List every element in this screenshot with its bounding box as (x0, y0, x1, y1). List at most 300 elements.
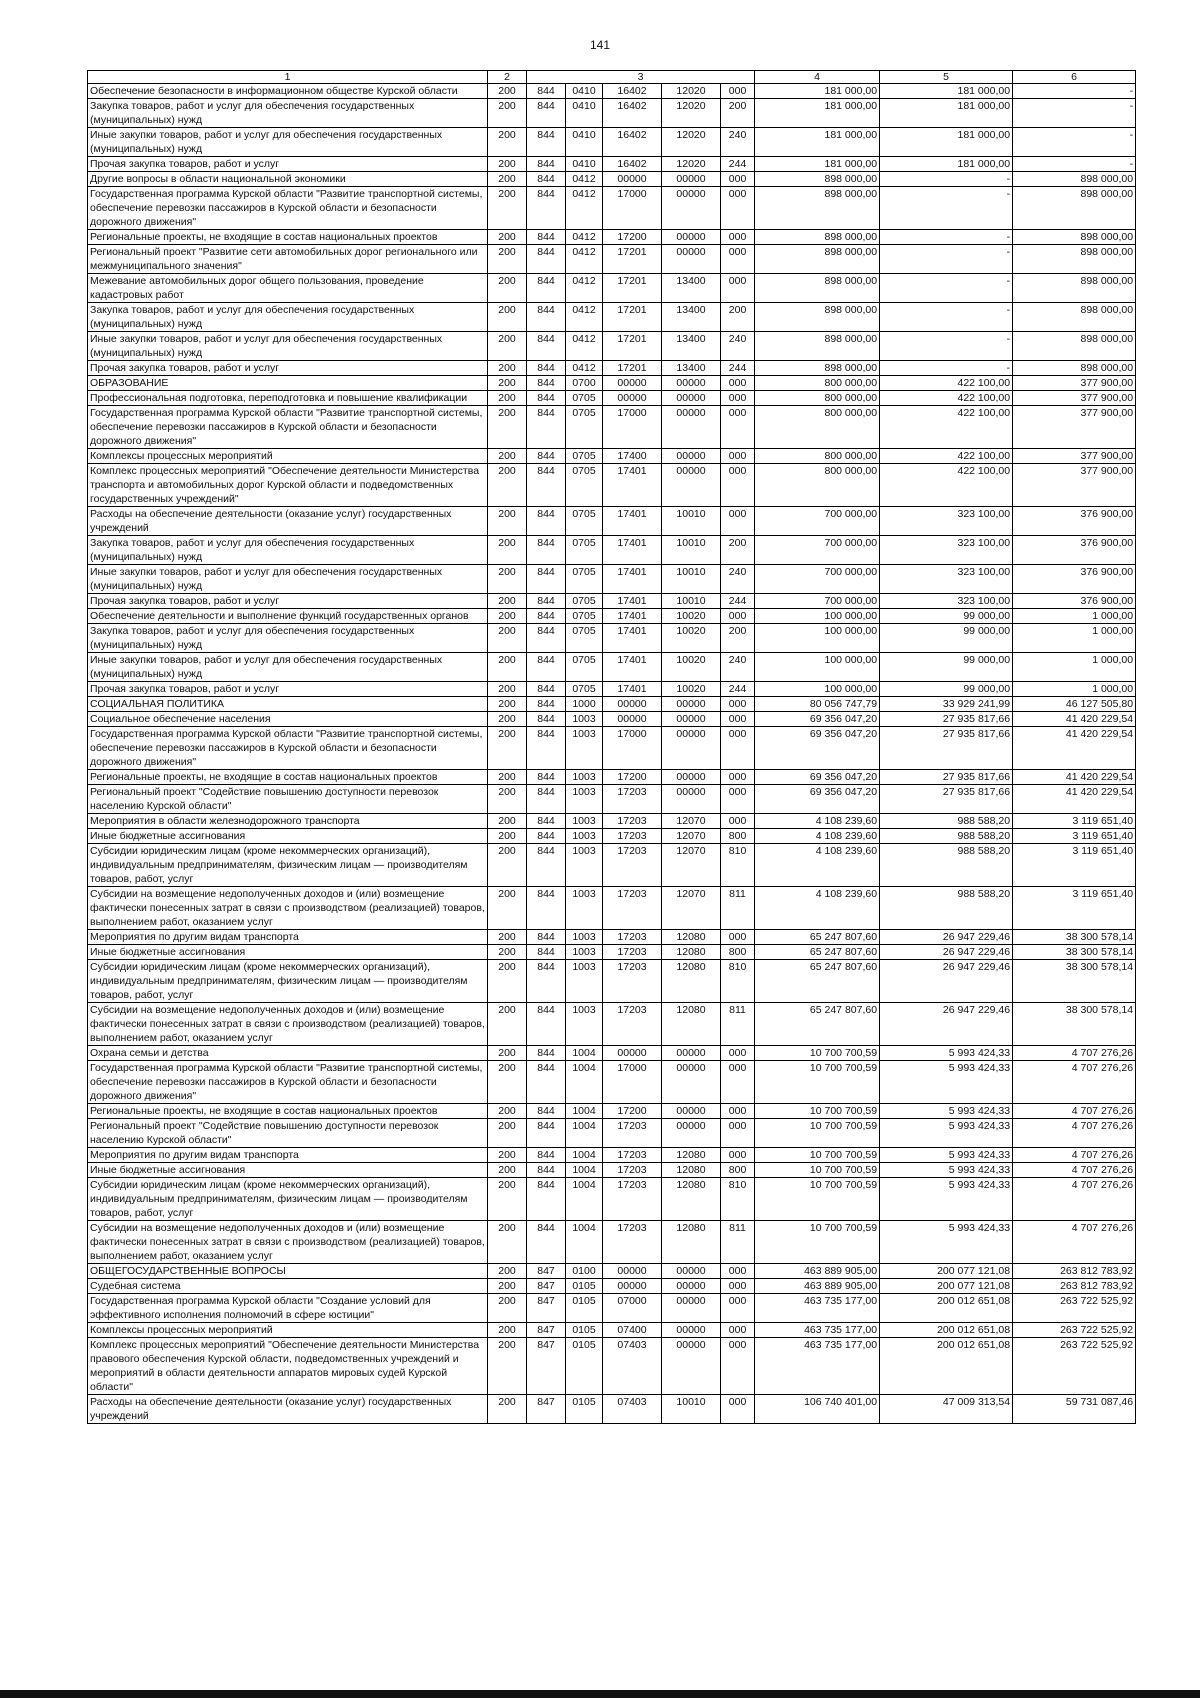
code-direction: 00000 (662, 1338, 721, 1395)
table-row (88, 1294, 1136, 1323)
amount-col-4: 100 000,00 (755, 653, 880, 682)
code-direction: 10020 (662, 682, 721, 697)
item-name: Иные закупки товаров, работ и услуг для обеспечения государственных (муниципальных) нужд (88, 332, 488, 361)
code-section: 0105 (566, 1395, 603, 1424)
table-row (88, 391, 1136, 406)
item-name: Комплексы процессных мероприятий (88, 449, 488, 464)
table-row (88, 274, 1136, 303)
amount-col-5: 422 100,00 (880, 464, 1013, 507)
code-expense-type: 244 (721, 361, 755, 376)
item-name: Иные закупки товаров, работ и услуг для обеспечения государственных (муниципальных) нужд (88, 653, 488, 682)
code-admin: 200 (488, 1119, 527, 1148)
table-row (88, 653, 1136, 682)
code-expense-type: 811 (721, 887, 755, 930)
amount-col-4: 800 000,00 (755, 464, 880, 507)
table-row (88, 1119, 1136, 1148)
amount-col-5: 99 000,00 (880, 653, 1013, 682)
amount-col-4: 10 700 700,59 (755, 1104, 880, 1119)
amount-col-6: 898 000,00 (1013, 245, 1136, 274)
code-ministry: 844 (527, 274, 566, 303)
item-name: Обеспечение деятельности и выполнение функций государственных органов (88, 609, 488, 624)
amount-col-6: 1 000,00 (1013, 682, 1136, 697)
amount-col-5: 422 100,00 (880, 376, 1013, 391)
code-direction: 12080 (662, 1003, 721, 1046)
code-expense-type: 244 (721, 594, 755, 609)
amount-col-6: 263 722 525,92 (1013, 1294, 1136, 1323)
code-expense-type: 000 (721, 1264, 755, 1279)
code-ministry: 844 (527, 594, 566, 609)
code-admin: 200 (488, 406, 527, 449)
table-row (88, 507, 1136, 536)
item-name: Субсидии юридическим лицам (кроме некоммерческих организаций), индивидуальным предпринимателям, физическим лицам — производителям товаров, работ, услуг (88, 1178, 488, 1221)
amount-col-4: 181 000,00 (755, 99, 880, 128)
code-ministry: 844 (527, 1163, 566, 1178)
code-section: 1003 (566, 844, 603, 887)
code-program: 16402 (603, 128, 662, 157)
code-section: 0705 (566, 406, 603, 449)
code-program: 17401 (603, 609, 662, 624)
code-direction: 00000 (662, 1264, 721, 1279)
code-direction: 12020 (662, 99, 721, 128)
amount-col-5: 26 947 229,46 (880, 960, 1013, 1003)
table-row (88, 1338, 1136, 1395)
code-direction: 00000 (662, 712, 721, 727)
item-name: Субсидии юридическим лицам (кроме некоммерческих организаций), индивидуальным предпринимателям, физическим лицам — производителям товаров, работ, услуг (88, 960, 488, 1003)
amount-col-5: 26 947 229,46 (880, 1003, 1013, 1046)
amount-col-4: 898 000,00 (755, 274, 880, 303)
amount-col-5: - (880, 230, 1013, 245)
item-name: Расходы на обеспечение деятельности (оказание услуг) государственных учреждений (88, 507, 488, 536)
code-expense-type: 000 (721, 1395, 755, 1424)
budget-table (87, 70, 1136, 1424)
code-admin: 200 (488, 507, 527, 536)
code-ministry: 844 (527, 332, 566, 361)
table-row (88, 332, 1136, 361)
amount-col-5: 27 935 817,66 (880, 712, 1013, 727)
code-program: 17401 (603, 507, 662, 536)
code-section: 0105 (566, 1338, 603, 1395)
code-admin: 200 (488, 565, 527, 594)
code-section: 0705 (566, 464, 603, 507)
code-section: 0105 (566, 1294, 603, 1323)
code-section: 1003 (566, 1003, 603, 1046)
amount-col-6: 41 420 229,54 (1013, 727, 1136, 770)
code-program: 16402 (603, 84, 662, 99)
item-name: Прочая закупка товаров, работ и услуг (88, 157, 488, 172)
amount-col-4: 463 889 905,00 (755, 1279, 880, 1294)
amount-col-6: 3 119 651,40 (1013, 887, 1136, 930)
amount-col-4: 800 000,00 (755, 391, 880, 406)
amount-col-5: 422 100,00 (880, 406, 1013, 449)
code-admin: 200 (488, 187, 527, 230)
code-section: 0705 (566, 594, 603, 609)
amount-col-5: - (880, 274, 1013, 303)
table-row (88, 406, 1136, 449)
code-section: 0705 (566, 624, 603, 653)
table-row (88, 99, 1136, 128)
code-section: 0705 (566, 449, 603, 464)
code-ministry: 844 (527, 391, 566, 406)
code-admin: 200 (488, 1003, 527, 1046)
code-expense-type: 240 (721, 653, 755, 682)
amount-col-6: 377 900,00 (1013, 464, 1136, 507)
code-direction: 00000 (662, 187, 721, 230)
amount-col-6: 41 420 229,54 (1013, 712, 1136, 727)
table-row (88, 1148, 1136, 1163)
code-ministry: 844 (527, 829, 566, 844)
item-name: Закупка товаров, работ и услуг для обеспечения государственных (муниципальных) нужд (88, 303, 488, 332)
code-direction: 00000 (662, 1323, 721, 1338)
amount-col-6: 263 812 783,92 (1013, 1264, 1136, 1279)
amount-col-6: 263 722 525,92 (1013, 1338, 1136, 1395)
item-name: Прочая закупка товаров, работ и услуг (88, 682, 488, 697)
amount-col-6: 376 900,00 (1013, 565, 1136, 594)
code-direction: 10010 (662, 594, 721, 609)
code-section: 0705 (566, 653, 603, 682)
table-row (88, 727, 1136, 770)
amount-col-5: 422 100,00 (880, 449, 1013, 464)
amount-col-6: 898 000,00 (1013, 187, 1136, 230)
code-admin: 200 (488, 1046, 527, 1061)
code-program: 17400 (603, 449, 662, 464)
amount-col-5: 181 000,00 (880, 128, 1013, 157)
code-program: 17200 (603, 230, 662, 245)
code-admin: 200 (488, 172, 527, 187)
code-direction: 12070 (662, 814, 721, 829)
code-admin: 200 (488, 1061, 527, 1104)
amount-col-4: 4 108 239,60 (755, 814, 880, 829)
code-admin: 200 (488, 245, 527, 274)
code-program: 17203 (603, 887, 662, 930)
item-name: СОЦИАЛЬНАЯ ПОЛИТИКА (88, 697, 488, 712)
amount-col-4: 80 056 747,79 (755, 697, 880, 712)
code-section: 0412 (566, 172, 603, 187)
amount-col-5: 988 588,20 (880, 829, 1013, 844)
amount-col-4: 463 889 905,00 (755, 1264, 880, 1279)
code-program: 17203 (603, 960, 662, 1003)
code-program: 17401 (603, 536, 662, 565)
amount-col-6: 4 707 276,26 (1013, 1119, 1136, 1148)
amount-col-6: 4 707 276,26 (1013, 1163, 1136, 1178)
amount-col-6: 38 300 578,14 (1013, 930, 1136, 945)
amount-col-4: 181 000,00 (755, 128, 880, 157)
amount-col-6: - (1013, 99, 1136, 128)
code-admin: 200 (488, 844, 527, 887)
amount-col-6: 898 000,00 (1013, 303, 1136, 332)
code-direction: 13400 (662, 361, 721, 376)
page-number: 141 (589, 38, 611, 52)
code-section: 1004 (566, 1163, 603, 1178)
code-expense-type: 000 (721, 84, 755, 99)
amount-col-6: 1 000,00 (1013, 609, 1136, 624)
code-expense-type: 000 (721, 1061, 755, 1104)
amount-col-6: 4 707 276,26 (1013, 1061, 1136, 1104)
code-program: 17203 (603, 945, 662, 960)
code-program: 00000 (603, 172, 662, 187)
item-name: Субсидии на возмещение недополученных доходов и (или) возмещение фактически понесенных затрат в связи с производством (реализацией) товаров, выполнением работ, оказанием услуг (88, 1221, 488, 1264)
amount-col-4: 4 108 239,60 (755, 829, 880, 844)
code-ministry: 844 (527, 697, 566, 712)
amount-col-5: 5 993 424,33 (880, 1046, 1013, 1061)
code-section: 0412 (566, 274, 603, 303)
code-admin: 200 (488, 332, 527, 361)
item-name: Субсидии на возмещение недополученных доходов и (или) возмещение фактически понесенных затрат в связи с производством (реализацией) товаров, выполнением работ, оказанием услуг (88, 887, 488, 930)
amount-col-5: 323 100,00 (880, 507, 1013, 536)
code-ministry: 844 (527, 1221, 566, 1264)
code-program: 17203 (603, 844, 662, 887)
table-row (88, 464, 1136, 507)
amount-col-5: 200 012 651,08 (880, 1323, 1013, 1338)
code-program: 00000 (603, 1279, 662, 1294)
amount-col-5: 5 993 424,33 (880, 1119, 1013, 1148)
code-program: 16402 (603, 99, 662, 128)
code-admin: 200 (488, 1279, 527, 1294)
amount-col-4: 65 247 807,60 (755, 1003, 880, 1046)
code-section: 1003 (566, 727, 603, 770)
item-name: Мероприятия по другим видам транспорта (88, 1148, 488, 1163)
code-section: 0410 (566, 99, 603, 128)
code-program: 00000 (603, 376, 662, 391)
code-program: 17401 (603, 594, 662, 609)
code-section: 0100 (566, 1264, 603, 1279)
code-expense-type: 810 (721, 960, 755, 1003)
code-admin: 200 (488, 391, 527, 406)
code-ministry: 844 (527, 565, 566, 594)
code-expense-type: 800 (721, 945, 755, 960)
amount-col-4: 898 000,00 (755, 332, 880, 361)
code-ministry: 844 (527, 1148, 566, 1163)
amount-col-5: 422 100,00 (880, 391, 1013, 406)
code-ministry: 844 (527, 770, 566, 785)
code-direction: 00000 (662, 727, 721, 770)
amount-col-4: 700 000,00 (755, 507, 880, 536)
code-expense-type: 000 (721, 274, 755, 303)
code-direction: 12080 (662, 1178, 721, 1221)
table-row (88, 844, 1136, 887)
amount-col-6: 46 127 505,80 (1013, 697, 1136, 712)
table-row (88, 230, 1136, 245)
code-direction: 12070 (662, 887, 721, 930)
code-admin: 200 (488, 653, 527, 682)
code-ministry: 844 (527, 303, 566, 332)
code-section: 0700 (566, 376, 603, 391)
amount-col-6: 38 300 578,14 (1013, 960, 1136, 1003)
code-admin: 200 (488, 960, 527, 1003)
amount-col-4: 463 735 177,00 (755, 1338, 880, 1395)
code-ministry: 844 (527, 930, 566, 945)
amount-col-6: 898 000,00 (1013, 230, 1136, 245)
code-section: 1004 (566, 1221, 603, 1264)
code-admin: 200 (488, 84, 527, 99)
amount-col-6: 263 812 783,92 (1013, 1279, 1136, 1294)
amount-col-5: 33 929 241,99 (880, 697, 1013, 712)
code-ministry: 844 (527, 785, 566, 814)
code-ministry: 844 (527, 653, 566, 682)
code-expense-type: 000 (721, 245, 755, 274)
code-direction: 12070 (662, 829, 721, 844)
amount-col-6: 377 900,00 (1013, 391, 1136, 406)
table-row (88, 1104, 1136, 1119)
table-row (88, 624, 1136, 653)
code-direction: 10020 (662, 624, 721, 653)
code-program: 17201 (603, 332, 662, 361)
code-section: 1004 (566, 1148, 603, 1163)
code-direction: 10020 (662, 609, 721, 624)
item-name: Иные бюджетные ассигнования (88, 1163, 488, 1178)
amount-col-5: - (880, 245, 1013, 274)
code-direction: 00000 (662, 1294, 721, 1323)
code-program: 07403 (603, 1395, 662, 1424)
code-direction: 00000 (662, 1279, 721, 1294)
code-admin: 200 (488, 1221, 527, 1264)
code-direction: 13400 (662, 274, 721, 303)
code-program: 17000 (603, 727, 662, 770)
code-section: 0705 (566, 536, 603, 565)
item-name: Закупка товаров, работ и услуг для обеспечения государственных (муниципальных) нужд (88, 624, 488, 653)
amount-col-4: 10 700 700,59 (755, 1061, 880, 1104)
code-admin: 200 (488, 785, 527, 814)
amount-col-4: 898 000,00 (755, 303, 880, 332)
amount-col-6: 1 000,00 (1013, 624, 1136, 653)
amount-col-4: 4 108 239,60 (755, 844, 880, 887)
item-name: Государственная программа Курской области "Развитие транспортной системы, обеспечение перевозки пассажиров в Курской области и безопасности дорожного движения" (88, 727, 488, 770)
amount-col-6: 3 119 651,40 (1013, 844, 1136, 887)
code-expense-type: 800 (721, 1163, 755, 1178)
header-col-1: 1 (88, 71, 488, 84)
amount-col-6: 376 900,00 (1013, 536, 1136, 565)
code-admin: 200 (488, 157, 527, 172)
amount-col-4: 181 000,00 (755, 157, 880, 172)
amount-col-4: 100 000,00 (755, 609, 880, 624)
code-ministry: 844 (527, 406, 566, 449)
code-ministry: 847 (527, 1338, 566, 1395)
code-program: 17200 (603, 770, 662, 785)
code-ministry: 847 (527, 1395, 566, 1424)
item-name: Закупка товаров, работ и услуг для обеспечения государственных (муниципальных) нужд (88, 536, 488, 565)
scan-edge (0, 1690, 1200, 1698)
code-expense-type: 000 (721, 406, 755, 449)
table-row (88, 536, 1136, 565)
code-section: 1003 (566, 945, 603, 960)
code-section: 0705 (566, 565, 603, 594)
amount-col-6: 377 900,00 (1013, 376, 1136, 391)
item-name: Социальное обеспечение населения (88, 712, 488, 727)
amount-col-5: 5 993 424,33 (880, 1178, 1013, 1221)
table-row (88, 128, 1136, 157)
item-name: Судебная система (88, 1279, 488, 1294)
code-direction: 00000 (662, 391, 721, 406)
code-expense-type: 000 (721, 172, 755, 187)
code-direction: 00000 (662, 770, 721, 785)
amount-col-6: - (1013, 157, 1136, 172)
code-ministry: 844 (527, 727, 566, 770)
code-admin: 200 (488, 128, 527, 157)
code-ministry: 844 (527, 1104, 566, 1119)
code-ministry: 844 (527, 128, 566, 157)
code-admin: 200 (488, 464, 527, 507)
code-program: 17401 (603, 682, 662, 697)
amount-col-5: 181 000,00 (880, 84, 1013, 99)
code-admin: 200 (488, 609, 527, 624)
amount-col-6: 898 000,00 (1013, 361, 1136, 376)
amount-col-6: 4 707 276,26 (1013, 1221, 1136, 1264)
code-section: 1003 (566, 712, 603, 727)
amount-col-6: 41 420 229,54 (1013, 785, 1136, 814)
code-expense-type: 000 (721, 507, 755, 536)
code-ministry: 844 (527, 172, 566, 187)
code-direction: 10010 (662, 1395, 721, 1424)
code-section: 1000 (566, 697, 603, 712)
code-expense-type: 810 (721, 1178, 755, 1221)
table-row (88, 1395, 1136, 1424)
table-row (88, 1003, 1136, 1046)
code-admin: 200 (488, 230, 527, 245)
code-expense-type: 000 (721, 1338, 755, 1395)
item-name: ОБЩЕГОСУДАРСТВЕННЫЕ ВОПРОСЫ (88, 1264, 488, 1279)
amount-col-5: 181 000,00 (880, 99, 1013, 128)
table-row (88, 84, 1136, 99)
code-admin: 200 (488, 814, 527, 829)
code-direction: 00000 (662, 1046, 721, 1061)
code-ministry: 844 (527, 464, 566, 507)
code-expense-type: 000 (721, 930, 755, 945)
code-ministry: 844 (527, 361, 566, 376)
item-name: Расходы на обеспечение деятельности (оказание услуг) государственных учреждений (88, 1395, 488, 1424)
code-program: 17401 (603, 624, 662, 653)
code-admin: 200 (488, 712, 527, 727)
code-ministry: 844 (527, 624, 566, 653)
table-row (88, 682, 1136, 697)
code-section: 1003 (566, 887, 603, 930)
amount-col-5: - (880, 332, 1013, 361)
code-expense-type: 000 (721, 1119, 755, 1148)
code-direction: 00000 (662, 464, 721, 507)
code-ministry: 847 (527, 1279, 566, 1294)
code-program: 17401 (603, 653, 662, 682)
amount-col-5: 988 588,20 (880, 887, 1013, 930)
amount-col-6: - (1013, 128, 1136, 157)
amount-col-4: 100 000,00 (755, 682, 880, 697)
item-name: Государственная программа Курской области "Создание условий для эффективного исполнения полномочий в сфере юстиции" (88, 1294, 488, 1323)
code-expense-type: 000 (721, 814, 755, 829)
table-row (88, 770, 1136, 785)
amount-col-4: 65 247 807,60 (755, 945, 880, 960)
item-name: Государственная программа Курской области "Развитие транспортной системы, обеспечение перевозки пассажиров в Курской области и безопасности дорожного движения" (88, 406, 488, 449)
code-section: 0705 (566, 682, 603, 697)
code-expense-type: 000 (721, 712, 755, 727)
code-expense-type: 810 (721, 844, 755, 887)
table-row (88, 785, 1136, 814)
amount-col-6: 41 420 229,54 (1013, 770, 1136, 785)
table-row (88, 187, 1136, 230)
amount-col-5: 200 012 651,08 (880, 1294, 1013, 1323)
table-row (88, 1163, 1136, 1178)
code-section: 1004 (566, 1061, 603, 1104)
item-name: Государственная программа Курской области "Развитие транспортной системы, обеспечение перевозки пассажиров в Курской области и безопасности дорожного движения" (88, 187, 488, 230)
code-ministry: 844 (527, 887, 566, 930)
code-direction: 12080 (662, 1148, 721, 1163)
amount-col-4: 10 700 700,59 (755, 1178, 880, 1221)
code-program: 17201 (603, 303, 662, 332)
code-admin: 200 (488, 361, 527, 376)
code-expense-type: 000 (721, 697, 755, 712)
amount-col-4: 463 735 177,00 (755, 1323, 880, 1338)
code-section: 1004 (566, 1119, 603, 1148)
table-row (88, 1061, 1136, 1104)
code-section: 1003 (566, 814, 603, 829)
code-ministry: 844 (527, 1046, 566, 1061)
code-admin: 200 (488, 1178, 527, 1221)
